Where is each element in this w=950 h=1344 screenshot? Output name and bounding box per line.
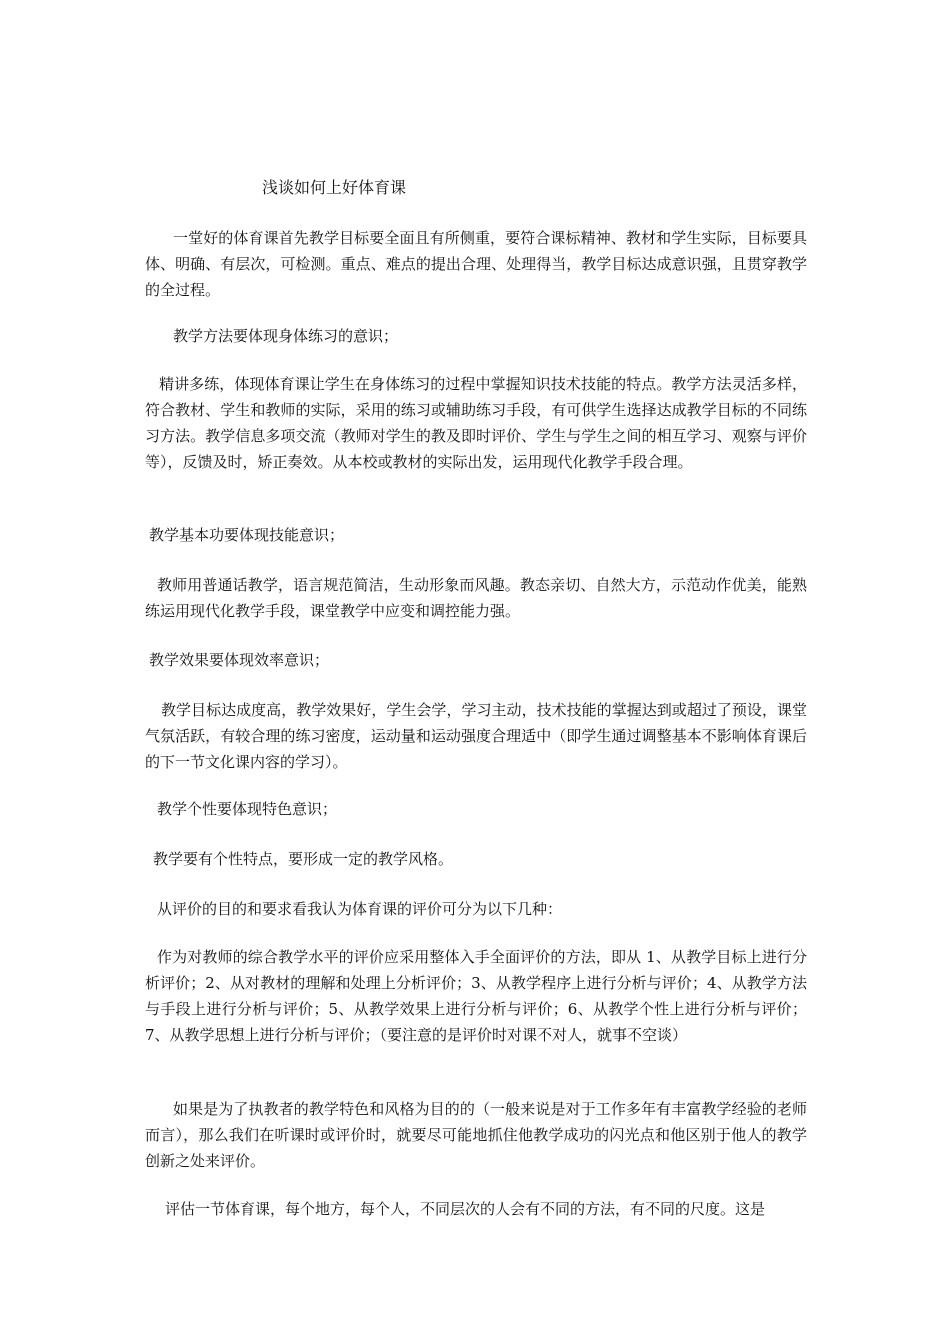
paragraph-10: 从评价的目的和要求看我认为体育课的评价可分为以下几种： xyxy=(157,900,563,918)
paragraph-13: 评估一节体育课，每个地方，每个人，不同层次的人会有不同的方法，有不同的尺度。这是 xyxy=(165,1200,766,1218)
paragraph-7: 教学目标达成度高，教学效果好，学生会学，学习主动，技术技能的掌握达到或超过了预设，课堂气氛活跃，有较合理的练习密度，运动量和运动强度合理适中（即学生通过调整基本不影响体育课后的下一节文化课内容的学习）。 xyxy=(145,701,807,771)
paragraph-5: 教师用普通话教学，语言规范简洁，生动形象而风趣。教态亲切、自然大方，示范动作优美，能熟练运用现代化教学手段，课堂教学中应变和调控能力强。 xyxy=(145,576,807,620)
paragraph-11: 作为对教师的综合教学水平的评价应采用整体入手全面评价的方法，即从 1、从教学目标上进行分析评价；2、从对教材的理解和处理上分析评价；3、从教学程序上进行分析与评价；4、从教学方法与手段上进行分析与评价；5、从教学效果上进行分析与评价；6、从教学个性上进行分析与评价；7、从教学思想上进行分析与评价；（要注意的是评价时对课不对人，就事不空谈） xyxy=(145,948,807,1044)
paragraph-6: 教学效果要体现效率意识； xyxy=(149,651,330,669)
paragraph-1: 一堂好的体育课首先教学目标要全面且有所侧重，要符合课标精神、教材和学生实际，目标要具体、明确、有层次，可检测。重点、难点的提出合理、处理得当，教学目标达成意识强，且贯穿教学的全过程。 xyxy=(145,229,807,299)
paragraph-4: 教学基本功要体现技能意识； xyxy=(149,526,345,544)
paragraph-8: 教学个性要体现特色意识； xyxy=(157,800,338,818)
paragraph-3: 精讲多练，体现体育课让学生在身体练习的过程中掌握知识技术技能的特点。教学方法灵活多样，符合教材、学生和教师的实际，采用的练习或辅助练习手段，有可供学生选择达成教学目标的不同练习方法。教学信息多项交流（教师对学生的教及即时评价、学生与学生之间的相互学习、观察与评价等），反馈及时，矫正奏效。从本校或教材的实际出发，运用现代化教学手段合理。 xyxy=(145,375,807,471)
document-title: 浅谈如何上好体育课 xyxy=(262,178,407,197)
paragraph-9: 教学要有个性特点，要形成一定的教学风格。 xyxy=(153,850,454,868)
paragraph-2: 教学方法要体现身体练习的意识； xyxy=(173,327,399,345)
paragraph-12: 如果是为了执教者的教学特色和风格为目的的（一般来说是对于工作多年有丰富教学经验的老师而言），那么我们在听课时或评价时，就要尽可能地抓住他教学成功的闪光点和他区别于他人的教学创新之处来评价。 xyxy=(145,1100,807,1170)
